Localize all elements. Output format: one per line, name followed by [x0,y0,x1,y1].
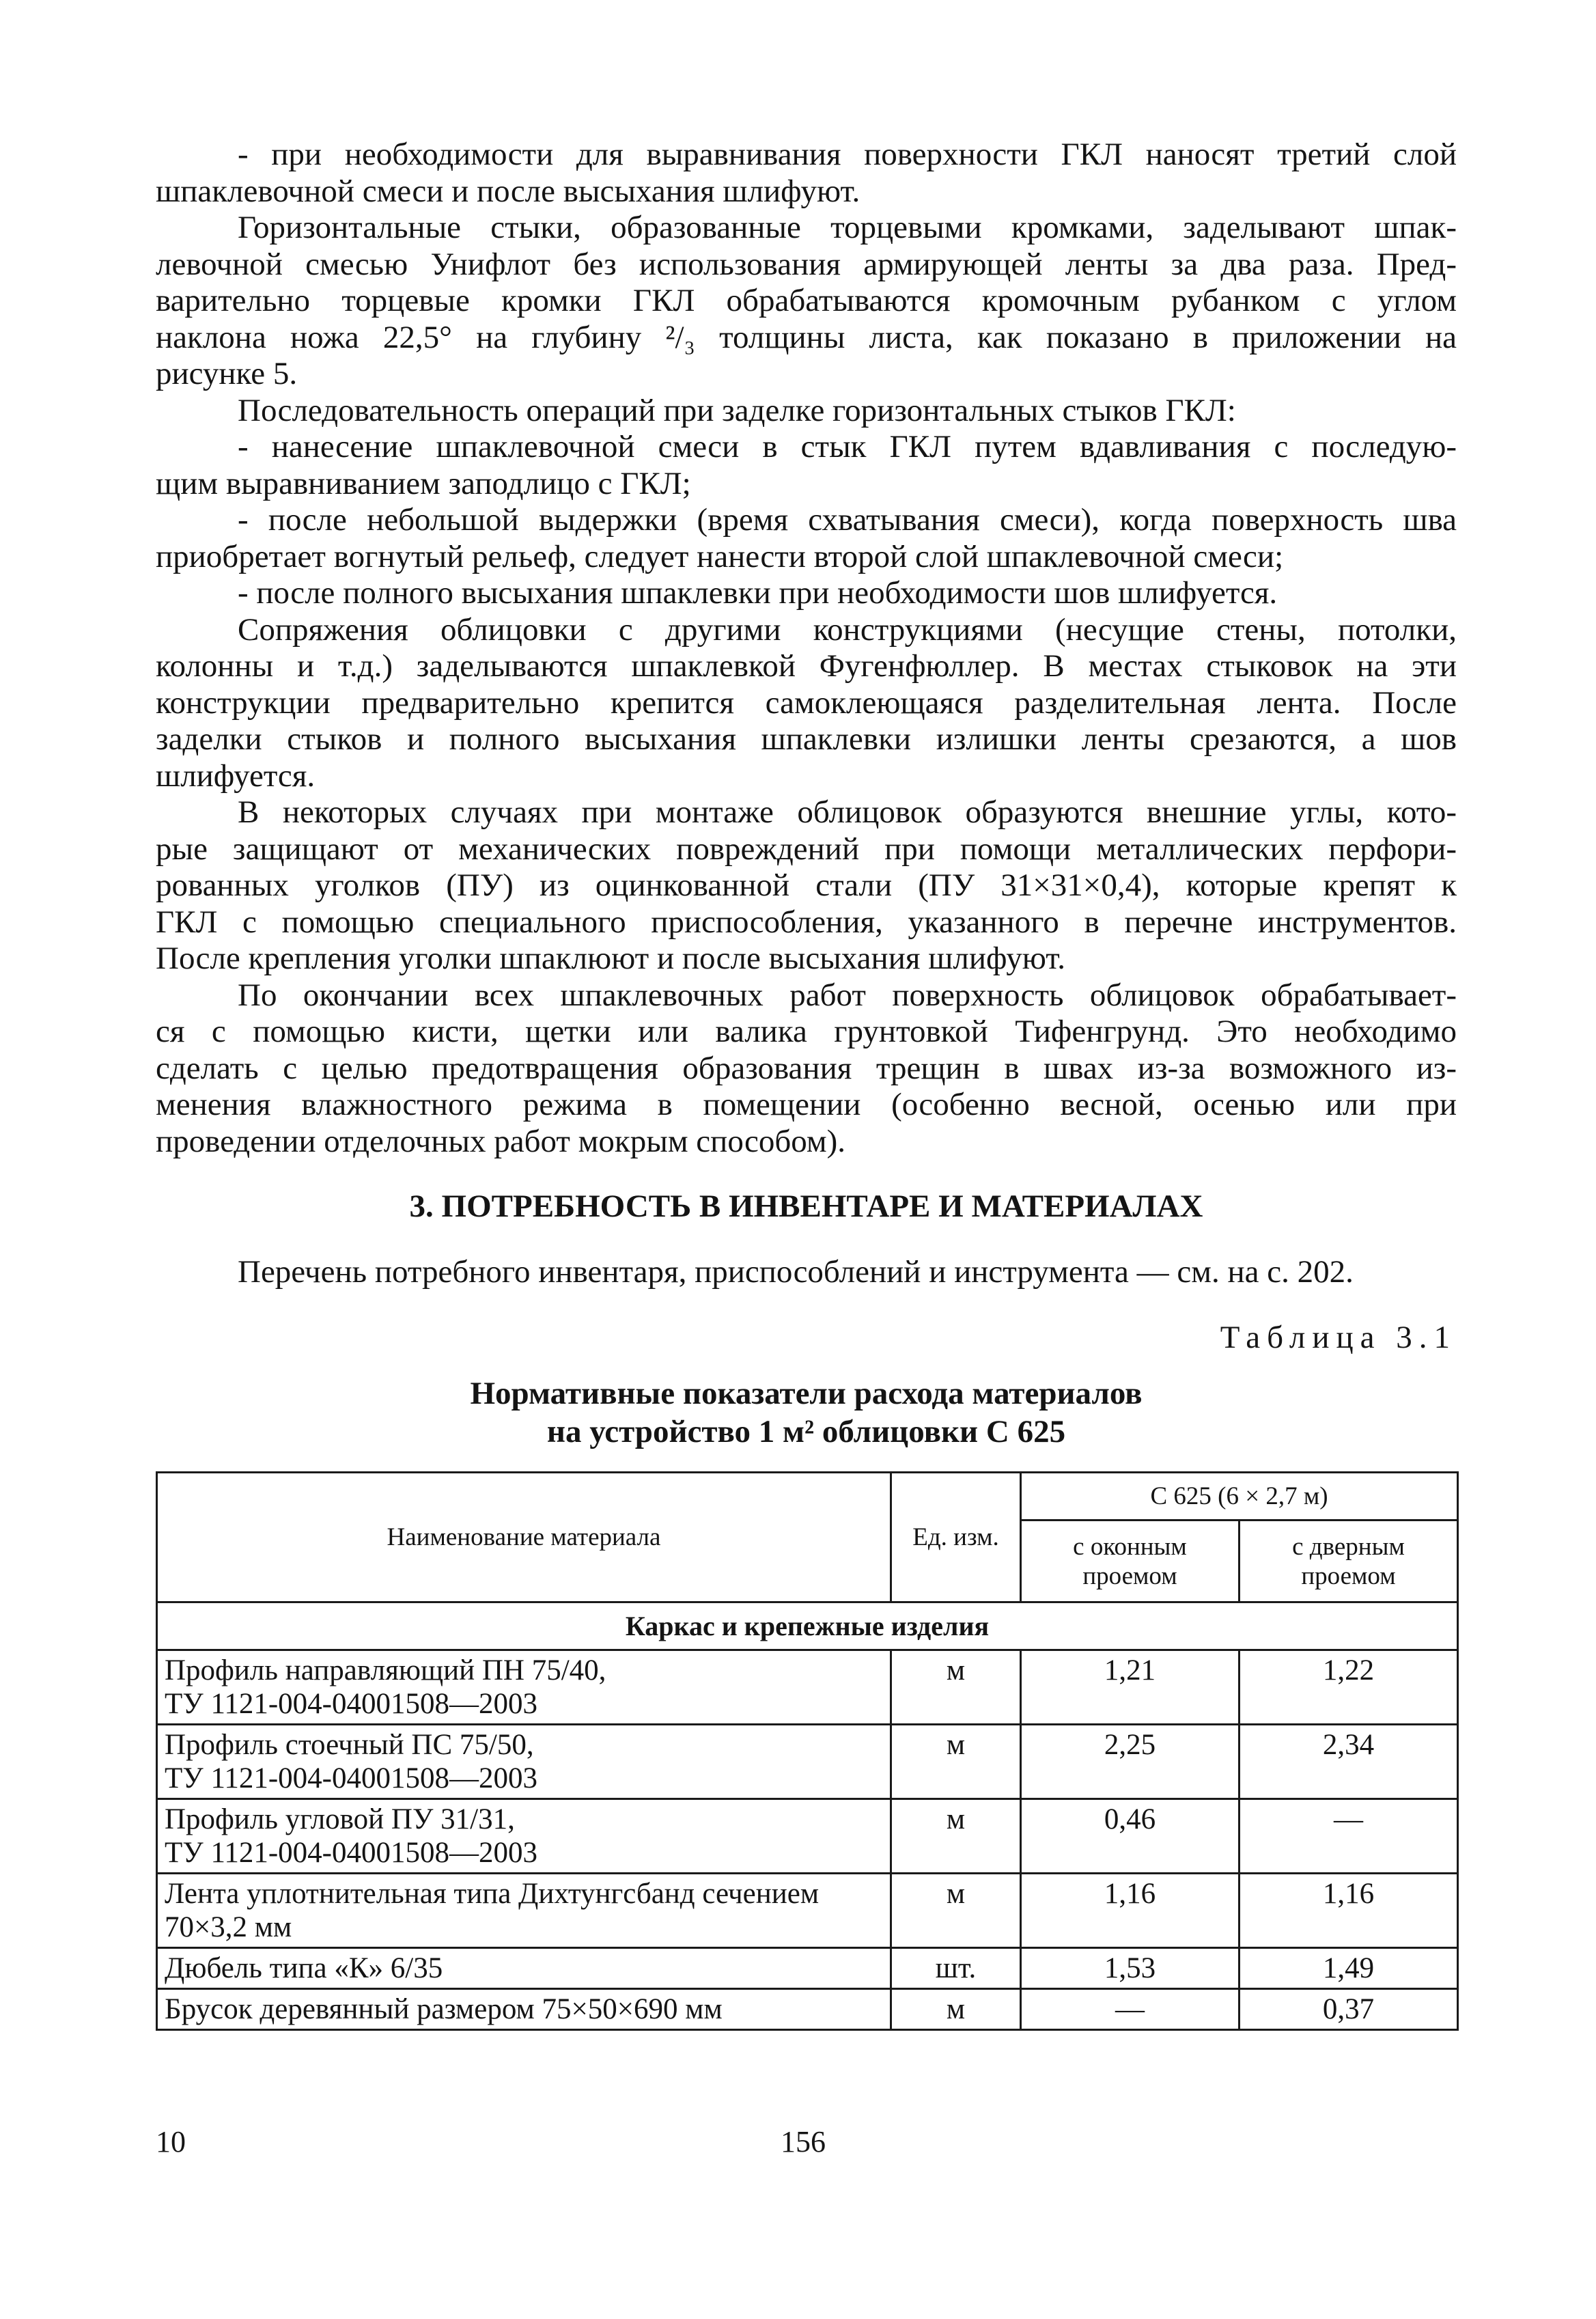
material-name-line1: Брусок деревянный размером 75×50×690 мм [165,1993,723,2025]
body-text [156,137,1457,1160]
header-with-door: с дверным проемом [1240,1520,1458,1602]
paragraph-line: варительно торцевые кромки ГКЛ обрабатываются кромочным рубанком с углом [156,283,1457,318]
paragraph-line: щим выравниванием заподлицо с ГКЛ; [156,465,691,501]
paragraph-line: менения влажностного режима в помещении (особенно весной, осенью или при [156,1087,1457,1122]
material-name-line1: Профиль стоечный ПС 75/50, [165,1729,534,1761]
footer-left-number: 10 [156,2125,186,2158]
material-name-line2: 70×3,2 мм [165,1911,292,1943]
window-value-cell: 1,21 [1021,1650,1240,1725]
table-row [157,1874,1458,1948]
paragraph-line: В некоторых случаях при монтаже облицовок образуются внешние углы, кото- [238,794,1457,830]
header-with-window: с оконным проемом [1021,1520,1240,1602]
paragraph-line: проведении отделочных работ мокрым способом). [156,1123,846,1159]
paragraph-line: заделки стыков и полного высыхания шпаклевки излишки ленты срезаются, а шов [156,721,1457,757]
header-c625: С 625 (6 × 2,7 м) [1021,1473,1458,1520]
door-value-cell: 1,22 [1240,1650,1458,1725]
page-content [156,137,1457,2031]
paragraph [156,502,1457,575]
window-value-cell: 1,53 [1021,1948,1240,1989]
material-name-cell [157,1874,891,1948]
page-footer [156,2124,1457,2165]
paragraph-line: шпаклевочной смеси и после высыхания шлифуют. [156,173,860,209]
window-value-cell: 2,25 [1021,1725,1240,1799]
section-title: 3. ПОТРЕБНОСТЬ В ИНВЕНТАРЕ И МАТЕРИАЛАХ [409,1189,1203,1224]
paragraph-line: ся с помощью кисти, щетки или валика грунтовкой Тифенгрунд. Это необходимо [156,1014,1457,1049]
unit-cell: м [891,1725,1021,1799]
material-name-line1: Дюбель типа «К» 6/35 [165,1952,443,1984]
door-value-cell: — [1240,1799,1458,1874]
material-name-line2: ТУ 1121-004-04001508—2003 [165,1688,538,1720]
material-name-line1: Профиль угловой ПУ 31/31, [165,1803,515,1835]
paragraph-line: - после небольшой выдержки (время схватывания смеси), когда поверхность шва [238,502,1457,538]
unit-cell: шт. [891,1948,1021,1989]
material-name-cell [157,1948,891,1989]
material-name-line2: ТУ 1121-004-04001508—2003 [165,1762,538,1794]
paragraph-line: Последовательность операций при заделке горизонтальных стыков ГКЛ: [238,392,1236,428]
door-value-cell: 2,34 [1240,1725,1458,1799]
table-caption-line1: Нормативные показатели расхода материалов [470,1376,1143,1411]
door-value-cell: 1,49 [1240,1948,1458,1989]
paragraph [156,210,1457,393]
table-row [157,1725,1458,1799]
door-value-cell: 1,16 [1240,1874,1458,1948]
table-row [157,1989,1458,2030]
paragraph-line: - после полного высыхания шпаклевки при необходимости шов шлифуется. [238,575,1278,611]
paragraph-line: приобретает вогнутый рельеф, следует нанести второй слой шпаклевочной смеси; [156,538,1284,574]
paragraph-line: рисунке 5. [156,356,298,391]
paragraph [156,429,1457,502]
paragraph [156,575,1457,612]
paragraph-line: шлифуется. [156,758,316,794]
paragraph [156,137,1457,210]
paragraph-line: После крепления уголки шпаклюют и после высыхания шлифуют. [156,941,1066,976]
paragraph [156,612,1457,795]
inventory-reference: Перечень потребного инвентаря, приспособлений и инструмента — см. на с. 202. [238,1254,1354,1290]
paragraph-line: По окончании всех шпаклевочных работ поверхность облицовок обрабатывает- [238,977,1457,1013]
table-row [157,1650,1458,1725]
paragraph-line: рованных уголков (ПУ) из оцинкованной стали (ПУ 31×31×0,4), которые крепят к [156,867,1457,903]
paragraph [156,794,1457,977]
window-value-cell: 0,46 [1021,1799,1240,1874]
paragraph [156,977,1457,1161]
header-unit: Ед. изм. [891,1473,1021,1602]
paragraph-line: рые защищают от механических повреждений при помощи металлических перфори- [156,831,1457,867]
unit-cell: м [891,1989,1021,2030]
paragraph-line: левочной смесью Унифлот без использования армирующей ленты за два раза. Пред- [156,246,1457,282]
paragraph-line: Горизонтальные стыки, образованные торцевыми кромками, заделывают шпак- [238,210,1457,245]
page-number: 156 [781,2125,826,2158]
material-name-line1: Лента уплотнительная типа Дихтунгсбанд сечением [165,1878,820,1910]
material-name-cell [157,1725,891,1799]
table-row [157,1799,1458,1874]
table-caption-line2: на устройство 1 м² облицовки С 625 [546,1414,1066,1449]
paragraph-line: колонны и т.д.) заделываются шпаклевкой Фугенфюллер. В местах стыковок на эти [156,648,1457,684]
material-name-cell [157,1989,891,2030]
material-name-line2: ТУ 1121-004-04001508—2003 [165,1837,538,1869]
unit-cell: м [891,1650,1021,1725]
paragraph [156,393,1457,430]
paragraph-line: Сопряжения облицовки с другими конструкциями (несущие стены, потолки, [238,611,1457,648]
window-value-cell: 1,16 [1021,1874,1240,1948]
paragraph-line: - нанесение шпаклевочной смеси в стык ГКЛ путем вдавливания с последую- [238,429,1457,464]
paragraph-line: конструкции предварительно крепится самоклеющаяся разделительная лента. После [156,684,1457,721]
material-name-cell [157,1650,891,1725]
table-number: Таблица 3.1 [1220,1320,1457,1355]
window-value-cell: — [1021,1989,1240,2030]
table-group-row: Каркас и крепежные изделия [157,1602,1458,1650]
paragraph-line: наклона ножа 22,5° на глубину ²/₃ толщины листа, как показано в приложении на [156,319,1457,355]
paragraph-line: сделать с целью предотвращения образования трещин в швах из-за возможного из- [156,1050,1457,1086]
material-name-line1: Профиль направляющий ПН 75/40, [165,1654,606,1686]
paragraph-line: - при необходимости для выравнивания поверхности ГКЛ наносят третий слой [238,137,1457,172]
door-value-cell: 0,37 [1240,1989,1458,2030]
unit-cell: м [891,1874,1021,1948]
table-caption [156,1374,1457,1451]
material-name-cell [157,1799,891,1874]
paragraph-line: ГКЛ с помощью специального приспособления, указанного в перечне инструментов. [156,904,1457,940]
unit-cell: м [891,1799,1021,1874]
header-material-name: Наименование материала [157,1473,891,1602]
table-row [157,1948,1458,1989]
materials-table [156,1471,1459,2031]
